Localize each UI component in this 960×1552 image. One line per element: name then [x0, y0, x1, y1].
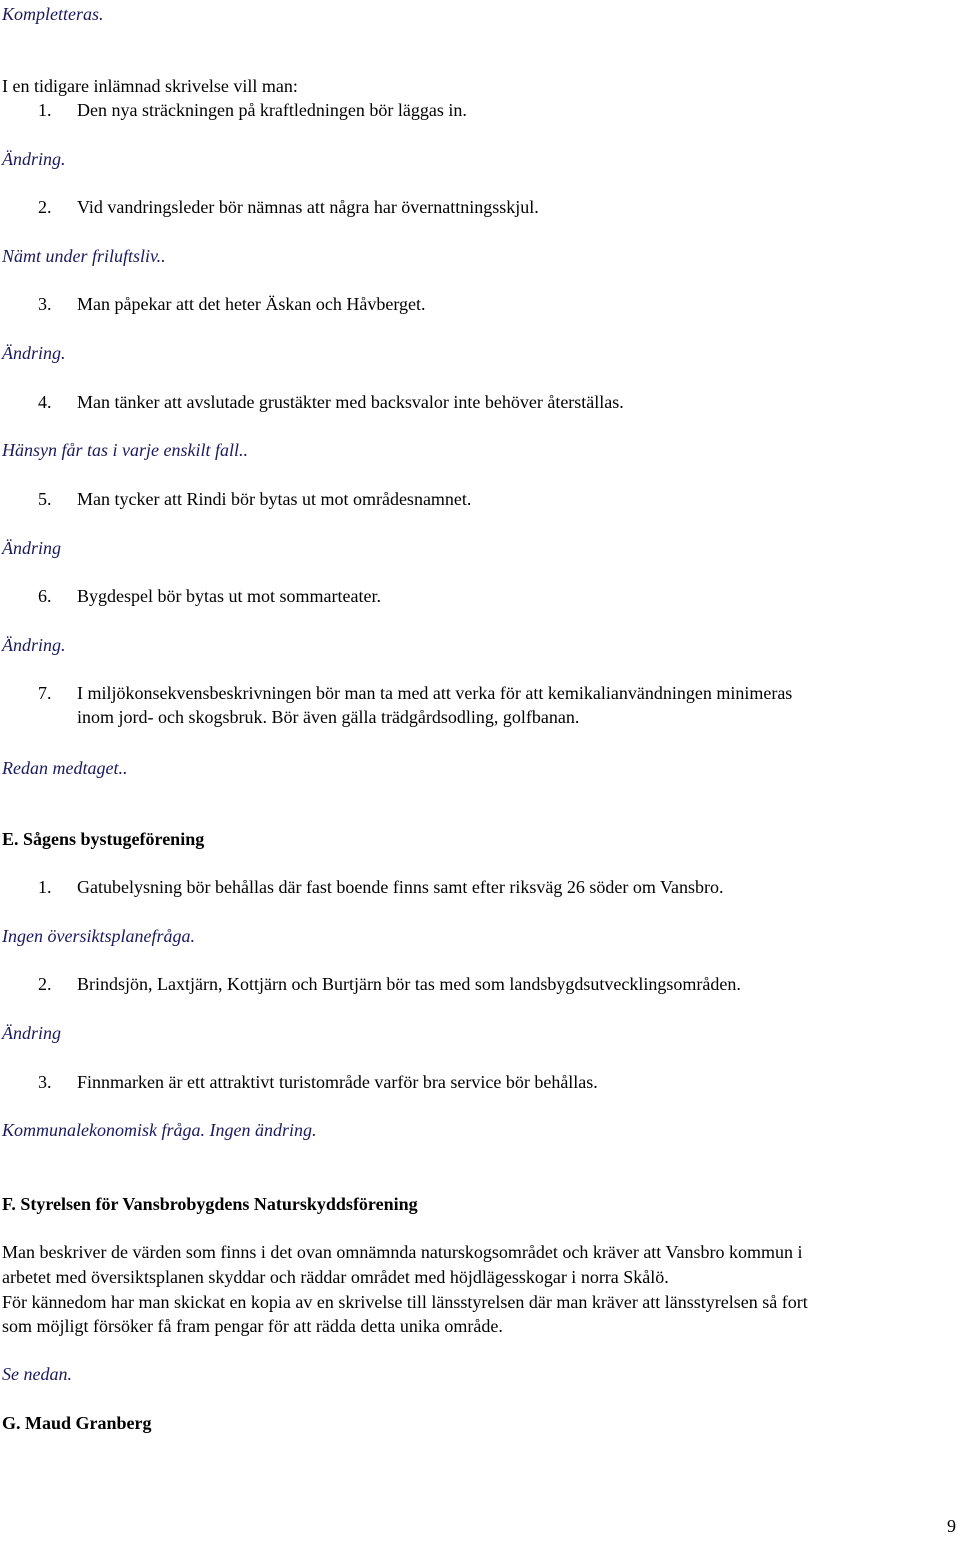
list-item-text: Bygdespel bör bytas ut mot sommarteater.: [77, 586, 381, 606]
list-item-number: 2.: [38, 974, 52, 994]
response-note: Kommunalekonomisk fråga. Ingen ändring.: [2, 1120, 317, 1140]
list-item-number: 7.: [38, 683, 52, 703]
response-note: Redan medtaget..: [2, 758, 128, 778]
list-item-text: Man påpekar att det heter Äskan och Håvberget.: [77, 294, 426, 314]
list-item-text: Den nya sträckningen på kraftledningen bör läggas in.: [77, 100, 467, 120]
response-note: Ändring: [2, 1023, 62, 1043]
list-item-number: 5.: [38, 489, 52, 509]
list-item-number: 1.: [38, 877, 52, 897]
section-heading: G. Maud Granberg: [2, 1413, 152, 1433]
list-item-number: 3.: [38, 1072, 52, 1092]
response-note: Ändring.: [2, 149, 66, 169]
response-note: Ändring.: [2, 343, 66, 363]
response-note: Ingen översiktsplanefråga.: [2, 926, 195, 946]
list-item-text: Vid vandringsleder bör nämnas att några har övernattningsskjul.: [77, 197, 539, 217]
list-item-text: Man tycker att Rindi bör bytas ut mot områdesnamnet.: [77, 489, 472, 509]
list-item-text: Brindsjön, Laxtjärn, Kottjärn och Burtjärn bör tas med som landsbygdsutvecklingsområden.: [77, 974, 741, 994]
response-note: Se nedan.: [2, 1364, 72, 1384]
list-item-number: 2.: [38, 197, 52, 217]
list-item-number: 1.: [38, 100, 52, 120]
paragraph-line: För kännedom har man skickat en kopia av en skrivelse till länsstyrelsen där man kräver att länsstyrelsen så fort: [2, 1292, 808, 1312]
response-note: Hänsyn får tas i varje enskilt fall..: [2, 440, 248, 460]
list-item-text: inom jord- och skogsbruk. Bör även gälla trädgårdsodling, golfbanan.: [77, 707, 580, 727]
paragraph-line: arbetet med översiktsplanen skyddar och räddar området med höjdlägesskogar i norra Skålö.: [2, 1267, 669, 1287]
list-item-number: 3.: [38, 294, 52, 314]
response-note: Nämt under friluftsliv..: [2, 246, 166, 266]
list-item-text: Man tänker att avslutade grustäkter med backsvalor inte behöver återställas.: [77, 392, 624, 412]
section-heading: F. Styrelsen för Vansbrobygdens Naturskyddsförening: [2, 1194, 418, 1214]
section-heading: E. Sågens bystugeförening: [2, 829, 205, 849]
page-number: 9: [947, 1516, 956, 1536]
list-item-text: Gatubelysning bör behållas där fast boende finns samt efter riksväg 26 söder om Vansbro.: [77, 877, 724, 897]
paragraph-line: som möjligt försöker få fram pengar för att rädda detta unika område.: [2, 1316, 503, 1336]
intro-text: I en tidigare inlämnad skrivelse vill man:: [2, 76, 298, 96]
list-item-number: 6.: [38, 586, 52, 606]
response-note: Ändring.: [2, 635, 66, 655]
list-item-number: 4.: [38, 392, 52, 412]
response-note: Ändring: [2, 538, 62, 558]
paragraph-line: Man beskriver de värden som finns i det ovan omnämnda naturskogsområdet och kräver att Vansbro kommun i: [2, 1242, 803, 1262]
list-item-text: I miljökonsekvensbeskrivningen bör man ta med att verka för att kemikalianvändningen minimeras: [77, 683, 793, 703]
top-note: Kompletteras.: [2, 4, 104, 24]
list-item-text: Finnmarken är ett attraktivt turistområde varför bra service bör behållas.: [77, 1072, 598, 1092]
